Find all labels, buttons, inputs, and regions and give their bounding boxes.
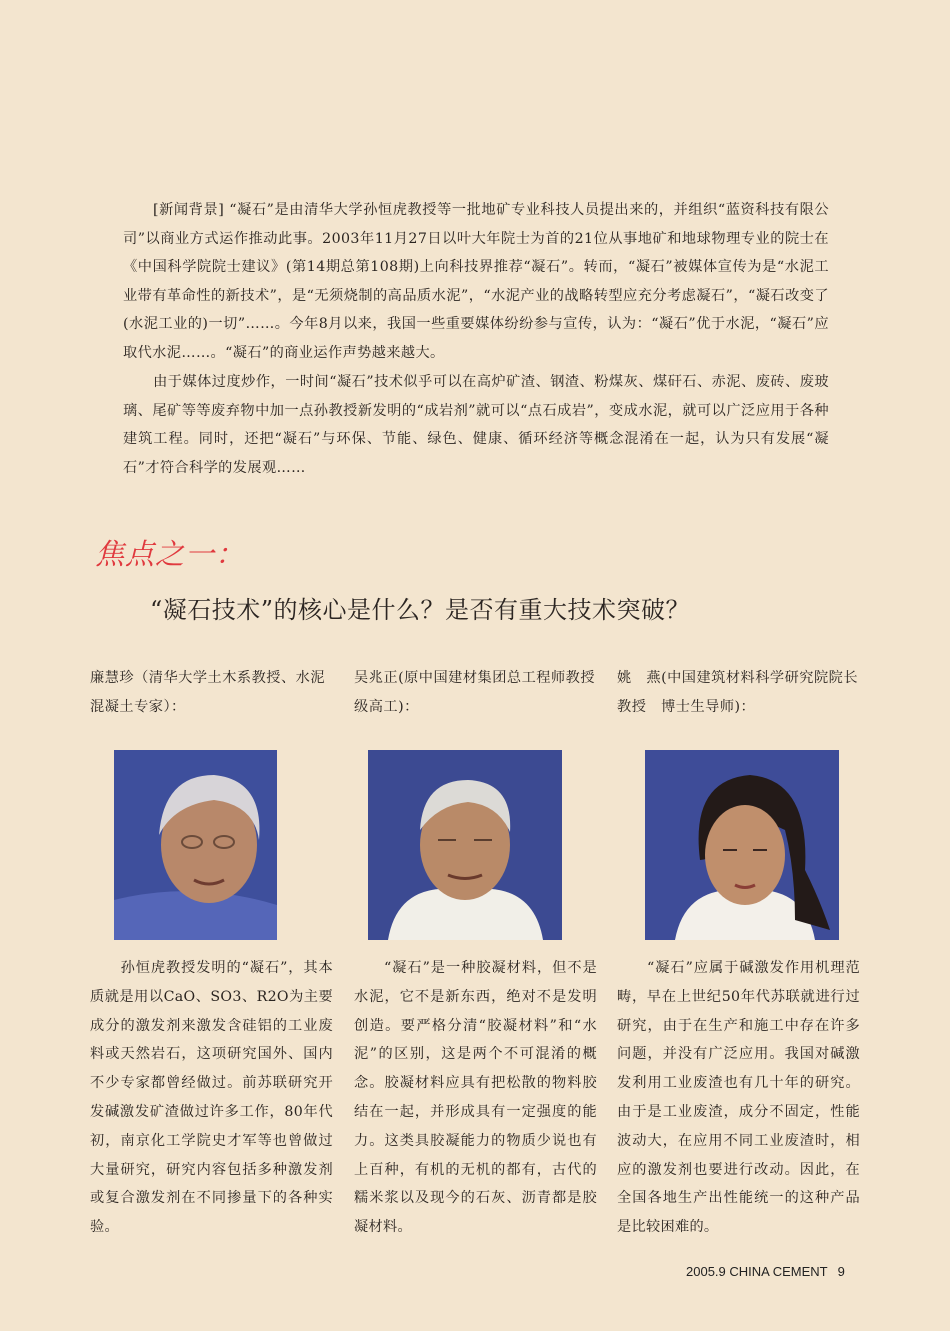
expert-2-statement-text: “凝石”是一种胶凝材料，但不是水泥，它不是新东西，绝对不是发明创造。要严格分清“胶凝材料”和“水泥”的区别，这是两个不可混淆的概念。胶凝材料应具有把松散的物料胶结在一起，并形成具有一定强度的能力。这类具胶凝能力的物质少说也有上百种，有机的无机的都有，古代的糯米浆以及现今的石灰、沥青都是胶凝材料。 [354,960,597,1236]
expert-3-statement-text: “凝石”应属于碱激发作用机理范畴，早在上世纪50年代苏联就进行过研究，由于在生产和施工中存在许多问题，并没有广泛应用。我国对碱激发利用工业废渣也有几十年的研究。由于是工业废渣，成分不固定，性能波动大，在应用不同工业废渣时，相应的激发剂也要进行改动。因此，在全国各地生产出性能统一的这种产品是比较困难的。 [617,960,860,1236]
page-footer [686,1264,845,1279]
expert-1-statement-text: 孙恒虎教授发明的“凝石”，其本质就是用以CaO、SO3、R2O为主要成分的激发剂来激发含硅铝的工业废料或天然岩石，这项研究国外、国内不少专家都曾经做过。前苏联研究开发碱激发矿渣做过许多工作，80年代初，南京化工学院史才军等也曾做过大量研究，研究内容包括多种激发剂或复合激发剂在不同掺量下的各种实验。 [90,960,333,1236]
expert-column-1 [90,664,333,726]
background-paragraph-2 [123,368,829,482]
expert-2-portrait [368,750,562,940]
background-paragraph-2-text: 由于媒体过度炒作，一时间“凝石”技术似乎可以在高炉矿渣、钢渣、粉煤灰、煤矸石、赤泥、废砖、废玻璃、尾矿等等废弃物中加一点孙教授新发明的“成岩剂”就可以“点石成岩”，变成水泥，就可以广泛应用于各种建筑工程。同时，还把“凝石”与环保、节能、绿色、健康、循环经济等概念混淆在一起，认为只有发展“凝石”才符合科学的发展观…… [123,374,829,476]
expert-3-speaker: 姚 燕(中国建筑材料科学研究院院长 教授 博士生导师)： [617,670,873,715]
focus-question: “凝石技术”的核心是什么？是否有重大技术突破？ [150,596,691,624]
focus-label: 焦点之一： [95,537,246,571]
expert-2-speaker: 吴兆正(原中国建材集团总工程师教授级高工)： [354,670,596,715]
expert-3-statement [617,954,860,1242]
issue-label: 2005.9 CHINA CEMENT [686,1264,828,1279]
background-paragraph-1-text: [新闻背景] “凝石”是由清华大学孙恒虎教授等一批地矿专业科技人员提出来的，并组织“蓝资科技有限公司”以商业方式运作推动此事。2003年11月27日以叶大年院士为首的21位从事地矿和地球物理专业的院士在《中国科学院院士建议》(第14期总第108期)上向科技界推荐“凝石”。转而，“凝石”被媒体宣传为是“水泥工业带有革命性的新技术”，是“无须烧制的高品质水泥”，“水泥产业的战略转型应充分考虑凝石”，“凝石改变了(水泥工业的)一切”……。今年8月以来，我国一些重要媒体纷纷参与宣传，认为：“凝石”优于水泥，“凝石”应取代水泥……。“凝石”的商业运作声势越来越大。 [123,202,829,361]
background-paragraph-1 [123,196,829,368]
expert-column-2 [354,664,597,726]
expert-column-3 [617,664,873,726]
page-number: 9 [837,1264,845,1279]
expert-2-statement [354,954,597,1242]
expert-3-portrait [645,750,839,940]
expert-1-speaker: 廉慧珍（清华大学土木系教授、水泥混凝土专家）： [90,670,326,715]
expert-1-statement [90,954,333,1242]
expert-1-portrait [114,750,277,940]
